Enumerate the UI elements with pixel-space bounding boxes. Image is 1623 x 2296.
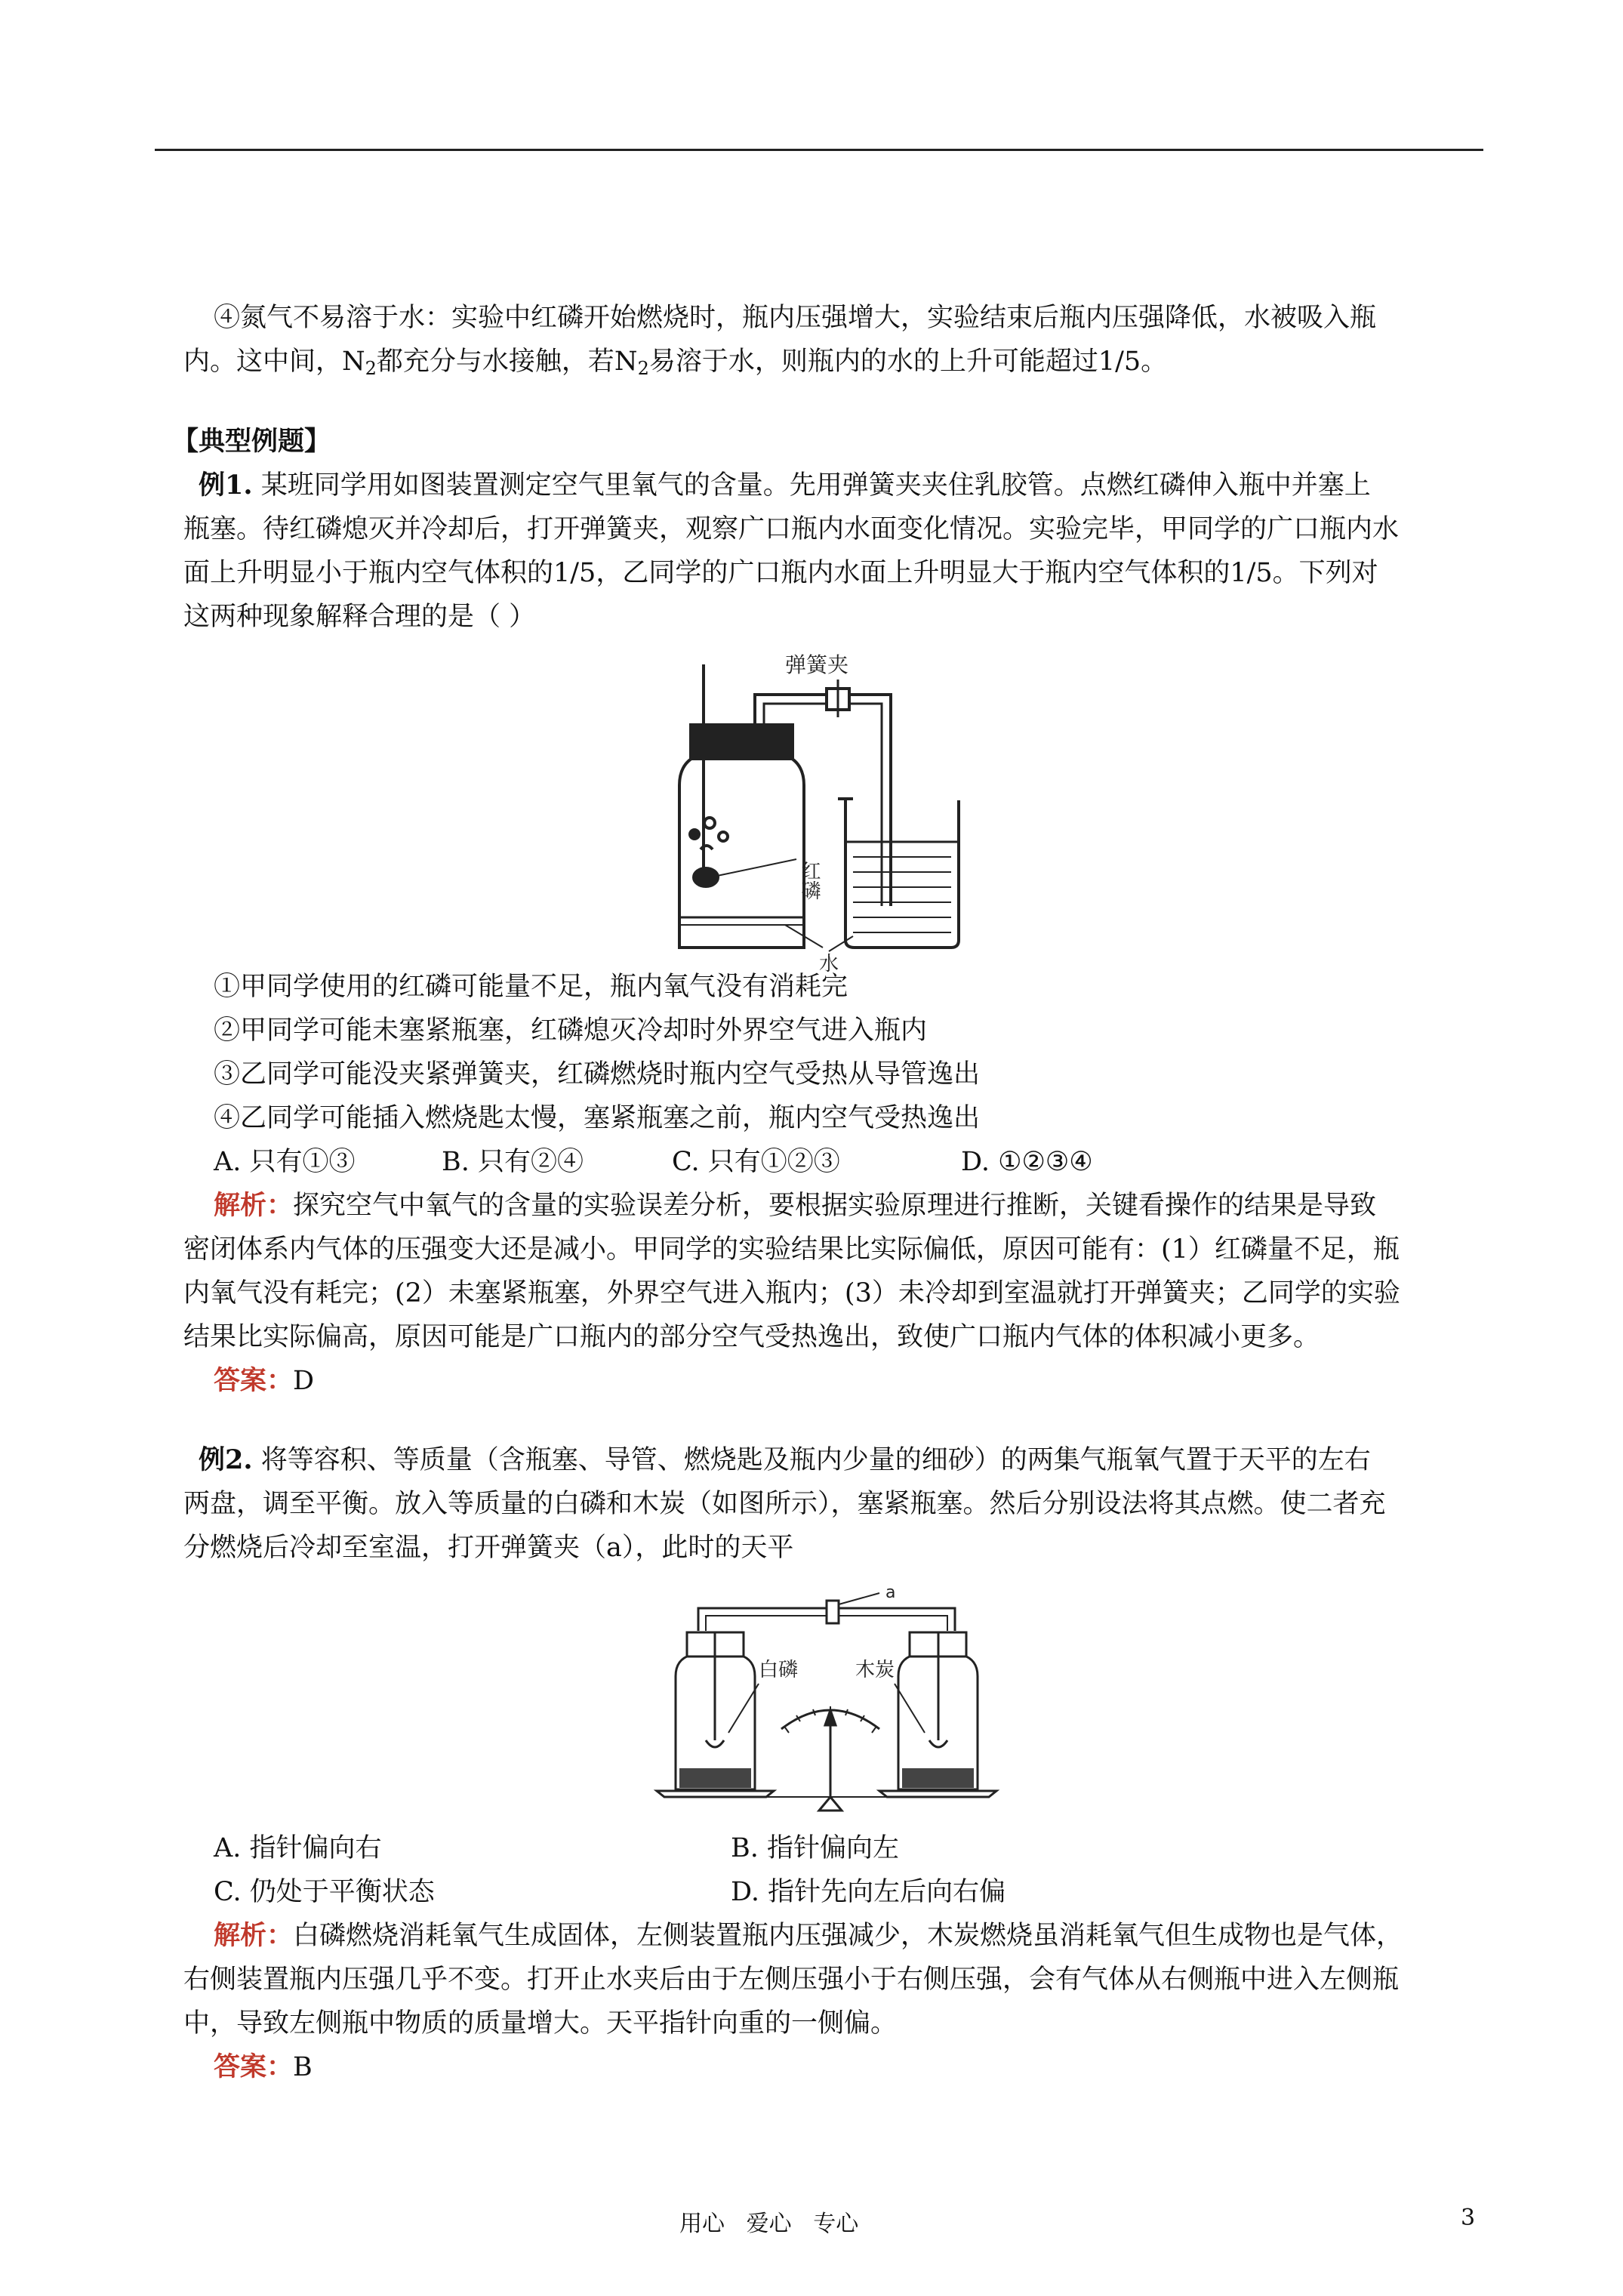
page-number: 3 [1461, 2205, 1476, 2231]
answer-line [183, 1359, 1483, 1403]
paragraph-line [183, 340, 1483, 390]
answer-value: B [293, 2052, 313, 2082]
analysis-label: 解析： [214, 1920, 294, 1951]
text-span: 内。这中间，N [183, 347, 365, 377]
analysis-label: 解析： [214, 1190, 294, 1221]
question-line [183, 1438, 1483, 1482]
question-line: 这两种现象解释合理的是（ ） [183, 602, 536, 632]
statement: ③乙同学可能没夹紧弹簧夹，红磷燃烧时瓶内空气受热从导管逸出 [214, 1059, 981, 1089]
bottle-outline [679, 755, 804, 948]
answer-value: D [293, 1366, 315, 1396]
footer-motto: 用心 爱心 专心 [679, 2211, 859, 2237]
option-b: B. 只有②④ [442, 1147, 584, 1177]
analysis-line: 内氧气没有耗完；(2）未塞紧瓶塞，外界空气进入瓶内；(3）未冷却到室温就打开弹簧夹；乙同学的实验 [183, 1278, 1400, 1308]
text-span: 白磷燃烧消耗氧气生成固体，左侧装置瓶内压强减少，木炭燃烧虽消耗氧气但生成物也是气体， [293, 1921, 1403, 1951]
statement: ①甲同学使用的红磷可能量不足，瓶内氧气没有消耗完 [214, 972, 848, 1002]
paragraph-nitrogen [183, 296, 1483, 390]
question-line: 瓶塞。待红磷熄灭并冷却后，打开弹簧夹，观察广口瓶内水面变化情况。实验完毕，甲同学的广口瓶内水 [183, 514, 1400, 544]
option-c: C. 只有①②③ [672, 1147, 840, 1177]
question-line: 两盘，调至平衡。放入等质量的白磷和木炭（如图所示），塞紧瓶塞。然后分别设法将其点燃。使二者充 [183, 1489, 1386, 1519]
question-line: 面上升明显小于瓶内空气体积的1/5，乙同学的广口瓶内水面上升明显大于瓶内空气体积的1/5。下列对 [183, 558, 1378, 588]
analysis-line: 中，导致左侧瓶中物质的质量增大。天平指针向重的一侧偏。 [183, 2008, 898, 2039]
example-1-question [183, 464, 1483, 639]
charcoal-label: 木炭 [855, 1659, 895, 1681]
answer-label: 答案： [214, 1365, 294, 1396]
subscript: 2 [637, 358, 649, 379]
beaker-outline [845, 800, 959, 948]
statement: ②甲同学可能未塞紧瓶塞，红磷熄灭冷却时外界空气进入瓶内 [214, 1015, 928, 1046]
option-c: C. 仍处于平衡状态 [214, 1877, 435, 1907]
option-d: D. 指针先向左后向右偏 [731, 1877, 1006, 1907]
paragraph-line: ④氮气不易溶于水：实验中红磷开始燃烧时，瓶内压强增大，实验结束后瓶内压强降低，水被吸入瓶 [214, 303, 1377, 333]
statement: ④乙同学可能插入燃烧匙太慢，塞紧瓶塞之前，瓶内空气受热逸出 [214, 1103, 981, 1133]
section-title: 【典型例题】 [172, 426, 331, 457]
white-phosphorus-label: 白磷 [759, 1659, 799, 1681]
clip-label: 弹簧夹 [785, 652, 849, 677]
answer-label: 答案： [214, 2051, 294, 2082]
figure-balance-apparatus [645, 1570, 1023, 1820]
text-span: 易溶于水，则瓶内的水的上升可能超过1/5。 [648, 347, 1168, 377]
header-rule [155, 149, 1483, 151]
example-1-analysis [183, 1184, 1483, 1403]
stopper [691, 725, 793, 759]
text-span: 都充分与水接触，若N [376, 347, 638, 377]
answer-line [183, 2045, 1483, 2089]
option-b: B. 指针偏向左 [731, 1833, 899, 1863]
analysis-line: 密闭体系内气体的压强变大还是减小。甲同学的实验结果比实际偏低，原因可能有：(1）红磷量不足，瓶 [183, 1234, 1400, 1265]
option-d: D. ①②③④ [961, 1147, 1093, 1177]
analysis-line: 右侧装置瓶内压强几乎不变。打开止水夹后由于左侧压强小于右侧压强，会有气体从右侧瓶中进入左侧瓶 [183, 1965, 1400, 1995]
text-span: 将等容积、等质量（含瓶塞、导管、燃烧匙及瓶内少量的细砂）的两集气瓶氧气置于天平的左右 [260, 1445, 1371, 1475]
option-a: A. 只有①③ [214, 1147, 356, 1177]
analysis-line: 结果比实际偏高，原因可能是广口瓶内的部分空气受热逸出，致使广口瓶内气体的体积减小更多。 [183, 1322, 1320, 1352]
text-span: 某班同学用如图装置测定空气里氧气的含量。先用弹簧夹夹住乳胶管。点燃红磷伸入瓶中并塞上 [260, 470, 1371, 501]
analysis-line [183, 1914, 1483, 1958]
option-a: A. 指针偏向右 [214, 1833, 382, 1863]
example-label: 例2. [199, 1444, 253, 1475]
figure-oxygen-apparatus [634, 649, 966, 974]
example-label: 例1. [199, 470, 253, 501]
example-2-question [183, 1438, 1483, 1570]
phosphorus-label: 红磷 [798, 861, 821, 900]
clip-a-label: a [885, 1583, 896, 1602]
question-line [183, 464, 1483, 507]
analysis-line [183, 1184, 1483, 1228]
subscript: 2 [365, 358, 377, 379]
example-1-statements [214, 965, 1514, 1140]
question-line: 分燃烧后冷却至室温，打开弹簧夹（a），此时的天平 [183, 1533, 794, 1563]
water-label: 水 [819, 953, 839, 974]
text-span: 探究空气中氧气的含量的实验误差分析，要根据实验原理进行推断，关键看操作的结果是导致 [293, 1191, 1377, 1221]
example-2-analysis [183, 1914, 1483, 2089]
